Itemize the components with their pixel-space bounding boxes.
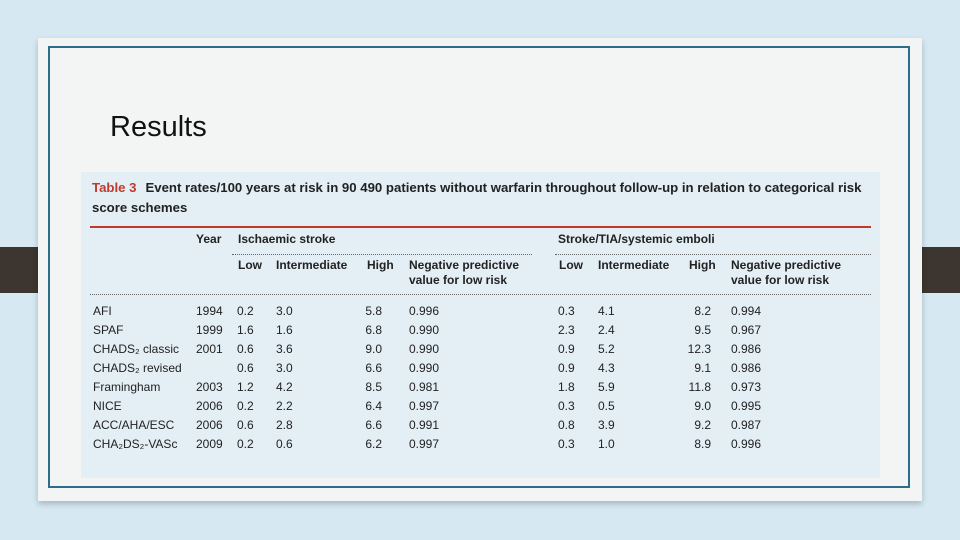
table-row xyxy=(81,418,880,437)
cell-is-int: 2.8 xyxy=(276,418,293,432)
cell-is-int: 3.0 xyxy=(276,361,293,375)
header-st-npv-line1: Negative predictive xyxy=(731,258,842,272)
cell-st-npv: 0.973 xyxy=(731,380,762,394)
cell-is-high: 6.8 xyxy=(365,323,382,337)
cell-is-npv: 0.991 xyxy=(409,418,440,432)
cell-name: CHADS₂ classic xyxy=(93,342,180,356)
header-st-npv-line2: value for low risk xyxy=(731,273,830,287)
results-table xyxy=(81,172,880,478)
cell-is-npv: 0.990 xyxy=(409,323,440,337)
cell-is-npv: 0.981 xyxy=(409,380,440,394)
cell-st-high: 9.0 xyxy=(694,399,711,413)
cell-name: CHA₂DS₂-VASc xyxy=(93,437,178,451)
cell-st-npv: 0.967 xyxy=(731,323,762,337)
table-caption xyxy=(92,178,876,218)
table-row xyxy=(81,437,880,456)
cell-year: 2006 xyxy=(196,399,223,413)
cell-st-npv: 0.986 xyxy=(731,361,762,375)
table-row xyxy=(81,380,880,399)
header-st-high: High xyxy=(689,258,716,272)
cell-st-int: 1.0 xyxy=(598,437,615,451)
cell-is-low: 0.2 xyxy=(237,399,254,413)
cell-is-int: 3.6 xyxy=(276,342,293,356)
cell-year: 1994 xyxy=(196,304,223,318)
table-row xyxy=(81,399,880,418)
cell-name: NICE xyxy=(93,399,122,413)
cell-name: AFI xyxy=(93,304,112,318)
header-st-npv xyxy=(731,258,841,288)
table-row xyxy=(81,361,880,380)
cell-is-high: 6.6 xyxy=(365,361,382,375)
cell-st-high: 9.5 xyxy=(694,323,711,337)
table-row xyxy=(81,342,880,361)
table-caption-text: Event rates/100 years at risk in 90 490 patients without warfarin throughout follow-up in relation to categorical risk score schemes xyxy=(92,180,862,215)
cell-is-npv: 0.997 xyxy=(409,437,440,451)
group-rule-2 xyxy=(555,254,871,255)
cell-name: Framingham xyxy=(93,380,161,394)
group-rule-1 xyxy=(232,254,532,255)
cell-is-high: 9.0 xyxy=(365,342,382,356)
cell-st-high: 9.2 xyxy=(694,418,711,432)
cell-st-npv: 0.986 xyxy=(731,342,762,356)
cell-year: 2001 xyxy=(196,342,223,356)
cell-st-int: 3.9 xyxy=(598,418,615,432)
table-row xyxy=(81,323,880,342)
cell-year: 1999 xyxy=(196,323,223,337)
cell-is-high: 6.6 xyxy=(365,418,382,432)
cell-st-high: 12.3 xyxy=(687,342,711,356)
cell-is-low: 0.6 xyxy=(237,342,254,356)
cell-is-npv: 0.996 xyxy=(409,304,440,318)
cell-is-low: 0.2 xyxy=(237,437,254,451)
cell-st-low: 0.8 xyxy=(558,418,575,432)
cell-st-int: 5.2 xyxy=(598,342,615,356)
cell-is-int: 3.0 xyxy=(276,304,293,318)
cell-st-high: 11.8 xyxy=(688,380,711,394)
cell-name: SPAF xyxy=(93,323,124,337)
header-is-low: Low xyxy=(238,258,262,272)
cell-st-npv: 0.995 xyxy=(731,399,762,413)
header-stroke-tia: Stroke/TIA/systemic emboli xyxy=(558,232,715,246)
header-is-npv xyxy=(409,258,519,288)
caption-rule xyxy=(90,226,871,228)
cell-is-npv: 0.990 xyxy=(409,361,440,375)
cell-is-int: 0.6 xyxy=(276,437,293,451)
cell-st-high: 8.9 xyxy=(694,437,711,451)
header-ischaemic-stroke: Ischaemic stroke xyxy=(238,232,336,246)
cell-year: 2003 xyxy=(196,380,223,394)
cell-is-high: 5.8 xyxy=(365,304,382,318)
table-label: Table 3 xyxy=(92,180,137,195)
cell-st-int: 5.9 xyxy=(598,380,615,394)
cell-st-low: 0.9 xyxy=(558,361,575,375)
table-row xyxy=(81,304,880,323)
cell-is-high: 6.2 xyxy=(365,437,382,451)
cell-st-high: 8.2 xyxy=(694,304,711,318)
cell-is-low: 1.6 xyxy=(237,323,254,337)
cell-is-high: 8.5 xyxy=(365,380,382,394)
cell-st-npv: 0.996 xyxy=(731,437,762,451)
cell-st-int: 4.3 xyxy=(598,361,615,375)
cell-st-low: 2.3 xyxy=(558,323,575,337)
header-is-npv-line1: Negative predictive xyxy=(409,258,520,272)
cell-st-int: 0.5 xyxy=(598,399,615,413)
cell-is-int: 4.2 xyxy=(276,380,293,394)
header-is-high: High xyxy=(367,258,394,272)
cell-is-int: 1.6 xyxy=(276,323,293,337)
cell-is-low: 0.6 xyxy=(237,361,254,375)
cell-st-int: 2.4 xyxy=(598,323,615,337)
cell-name: CHADS₂ revised xyxy=(93,361,182,375)
cell-is-high: 6.4 xyxy=(365,399,382,413)
cell-st-high: 9.1 xyxy=(694,361,711,375)
cell-year: 2009 xyxy=(196,437,223,451)
cell-st-low: 0.3 xyxy=(558,304,575,318)
cell-st-npv: 0.994 xyxy=(731,304,762,318)
cell-st-npv: 0.987 xyxy=(731,418,762,432)
cell-st-low: 0.3 xyxy=(558,437,575,451)
cell-is-low: 0.2 xyxy=(237,304,254,318)
header-is-intermediate: Intermediate xyxy=(276,258,348,272)
slide-title: Results xyxy=(110,111,207,143)
header-st-intermediate: Intermediate xyxy=(598,258,670,272)
cell-name: ACC/AHA/ESC xyxy=(93,418,175,432)
cell-is-int: 2.2 xyxy=(276,399,293,413)
cell-st-int: 4.1 xyxy=(598,304,615,318)
cell-is-npv: 0.997 xyxy=(409,399,440,413)
cell-is-low: 0.6 xyxy=(237,418,254,432)
cell-st-low: 1.8 xyxy=(558,380,575,394)
header-is-npv-line2: value for low risk xyxy=(409,273,508,287)
header-rule xyxy=(90,294,871,295)
header-year: Year xyxy=(196,232,222,246)
cell-st-low: 0.3 xyxy=(558,399,575,413)
cell-year: 2006 xyxy=(196,418,223,432)
header-st-low: Low xyxy=(559,258,583,272)
cell-is-npv: 0.990 xyxy=(409,342,440,356)
cell-is-low: 1.2 xyxy=(237,380,254,394)
cell-st-low: 0.9 xyxy=(558,342,575,356)
